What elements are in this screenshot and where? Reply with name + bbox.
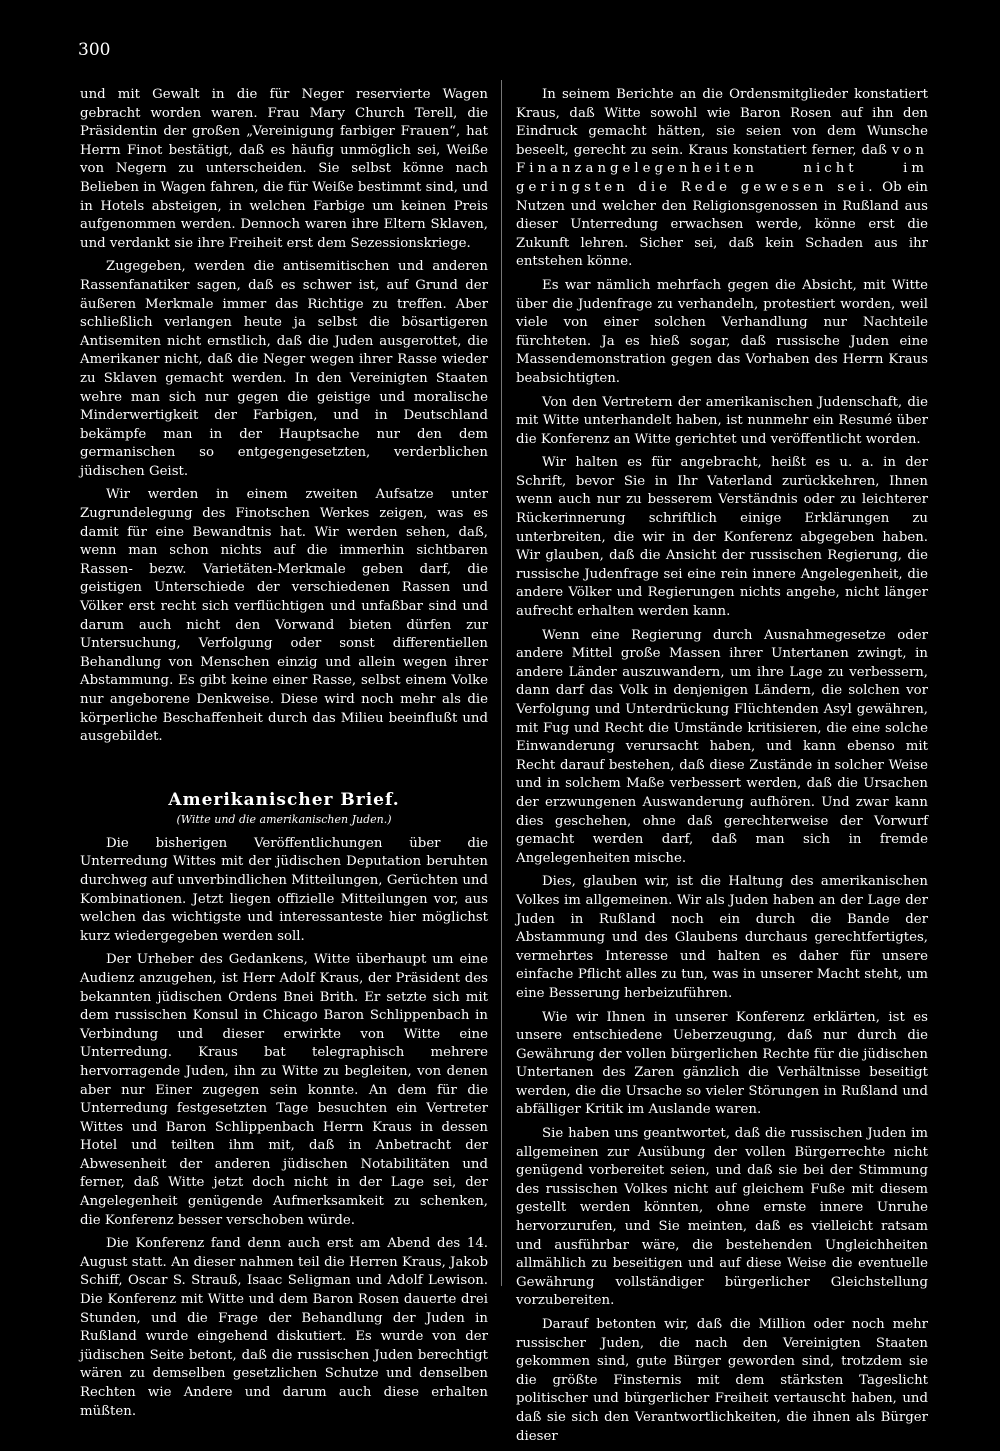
article-heading: Amerikanischer Brief. (168, 789, 400, 810)
paragraph: Wie wir Ihnen in unserer Konferenz erklärten, ist es unsere entschiedene Ueberzeugung, daß nur durch die Gewährung der vollen bürgerlichen Rechte für die jüdischen Untertanen des Zaren gänzlich die Verhältnisse beseitigt werden, die die Ursache so vieler Störungen in Rußland und abfälliger Kritik im Auslande waren. (516, 1009, 928, 1118)
paragraph: Der Urheber des Gedankens, Witte überhaupt um eine Audienz anzugehen, ist Herr Adolf Kraus, der Präsident des bekannten jüdischen Ordens Bnei Brith. Er setzte sich mit dem russischen Konsul in Chicago Baron Schlippenbach in Verbindung und dieser erwirkte von Witte eine Unterredung. Kraus bat telegraphisch mehrere hervorragende Juden, ihn zu Witte zu begleiten, von denen aber nur Einer zugegen sein konnte. An dem für die Unterredung festgesetzten Tage besuchten ein Vertreter Wittes und Baron Schlippenbach Herrn Kraus in dessen Hotel und teilten ihm mit, daß in Anbetracht der Abwesenheit der anderen jüdischen Notabilitäten und ferner, daß Witte jetzt doch nicht in der Lage sei, der Angelegenheit genügende Aufmerksamkeit zu schenken, die Konferenz besser verschoben würde. (80, 952, 488, 1228)
right-column (516, 86, 928, 1451)
paragraph: Darauf betonten wir, daß die Million oder noch mehr russischer Juden, die nach den Vereinigten Staaten gekommen sind, gute Bürger geworden sind, trotzdem sie die größte Finsternis mit dem stärksten Tageslicht politischer und bürgerlicher Freiheit vertauscht haben, und daß sie sich den Verantwortlichkeiten, die ihnen als Bürger dieser (516, 1317, 928, 1444)
text-run: In seinem Berichte an die Ordensmitglieder konstatiert Kraus, daß Witte sowohl wie Baron Rosen auf ihn den Eindruck gemacht hätten, sie seien von dem Wunsche beseelt, gerecht zu sein. Kraus konstatiert ferner, daß (516, 87, 928, 158)
paragraph (516, 86, 928, 272)
paragraph: und mit Gewalt in die für Neger reservierte Wagen gebracht worden waren. Frau Mary Church Terell, die Präsidentin der großen „Vereinigung farbiger Frauen“, hat Herrn Finot bestätigt, daß es häufig unmöglich sei, Weiße von Negern zu unterscheiden. Sie selbst könne nach Belieben in Wagen fahren, die für Weiße bestimmt sind, und in Hotels absteigen, in welchen Farbige um keinen Preis aufgenommen werden. Dennoch waren ihre Eltern Sklaven, und verdankt sie ihre Freiheit erst dem Sezessionskriege. (80, 87, 488, 251)
left-column (80, 86, 488, 1426)
paragraph: Zugegeben, werden die antisemitischen und anderen Rassenfanatiker sagen, daß es schwer ist, auf Grund der äußeren Merkmale immer das Richtige zu treffen. Aber schließlich verlangen heute ja selbst die bösartigeren Antisemiten nicht ernstlich, daß die Juden ausgerottet, die Amerikaner nicht, daß die Neger wegen ihrer Rasse wieder zu Sklaven gemacht werden. In den Vereinigten Staaten wehre man sich nur gegen die geistige und moralische Minderwertigkeit der Farbigen, und in Deutschland bekämpfe man in der Hauptsache nur den dem germanischen so entgegengesetzten, verderblichen jüdischen Geist. (80, 259, 488, 479)
paragraph: Die Konferenz fand denn auch erst am Abend des 14. August statt. An dieser nahmen teil die Herren Kraus, Jakob Schiff, Oscar S. Strauß, Isaac Seligman und Adolf Lewison. Die Konferenz mit Witte und dem Baron Rosen dauerte drei Stunden, und die Frage der Behandlung der Juden in Rußland wurde eingehend diskutiert. Es wurde von der jüdischen Seite betont, daß die russischen Juden berechtigt wären zu demselben gesetzlichen Schutze und denselben Rechten wie Andere und darum auch diese erhalten müßten. (80, 1236, 488, 1419)
column-divider (501, 80, 502, 1286)
paragraph: Es war nämlich mehrfach gegen die Absicht, mit Witte über die Judenfrage zu verhandeln, protestiert worden, weil viele von einer solchen Verhandlung nur Nachteile fürchteten. Ja es hieß sogar, daß russische Juden eine Massendemonstration gegen das Vorhaben des Herrn Kraus beabsichtigten. (516, 277, 928, 386)
paragraph: Wir werden in einem zweiten Aufsatze unter Zugrundelegung des Finotschen Werkes zeigen, was es damit für eine Bewandtnis hat. Wir werden sehen, daß, wenn man schon nichts auf die immerhin sichtbaren Rassen- bezw. Varietäten-Merkmale geben darf, die geistigen Unterschiede der verschiedenen Rassen und Völker erst recht sich verflüchtigen und unfaßbar sind und darum auch nicht den Vorwand bieten dürfen zur Untersuchung, Verfolgung oder sonst differentiellen Behandlung von Menschen einzig und allein wegen ihrer Abstammung. Es gibt keine einer Rasse, selbst einem Volke nur angeborene Denkweise. Diese wird noch mehr als die körperliche Beschaffenheit durch das Milieu beeinflußt und ausgebildet. (80, 487, 488, 745)
paragraph: Dies, glauben wir, ist die Haltung des amerikanischen Volkes im allgemeinen. Wir als Juden haben an der Lage der Juden in Rußland noch ein durch die Bande der Abstammung und des Glaubens durchaus gerechtfertigtes, vermehrtes Interesse und halten es daher für unsere einfache Pflicht alles zu tun, was in unserer Macht steht, um eine Besserung herbeizuführen. (516, 874, 928, 1001)
emphasized-text: von Finanzangelegenheiten nicht im geringsten die Rede gewesen sei. (516, 142, 928, 195)
paragraph: Von den Vertretern der amerikanischen Judenschaft, die mit Witte unterhandelt haben, ist nunmehr ein Resumé über die Konferenz an Witte gerichtet und veröffentlicht worden. (516, 394, 928, 447)
page-number: 300 (78, 40, 111, 60)
paragraph: Sie haben uns geantwortet, daß die russischen Juden im allgemeinen zur Ausübung der vollen Bürgerrechte nicht genügend vorbereitet seien, und daß sie bei der Stimmung des russischen Volkes nicht auf gleichem Fuße mit diesem gestellt werden könnten, ohne ernste innere Unruhe hervorzurufen, und Sie meinten, daß es vielleicht ratsam und ausführbar wäre, die bestehenden Ungleichheiten allmählich zu beseitigen und auf diese Weise die eventuelle Gewährung vollständiger bürgerlicher Gleichstellung vorzubereiten. (516, 1126, 928, 1309)
paragraph: Wenn eine Regierung durch Ausnahmegesetze oder andere Mittel große Massen ihrer Untertanen zwingt, in andere Länder auszuwandern, um ihre Lage zu verbessern, dann darf das Volk in denjenigen Ländern, die solchen vor Verfolgung und Unterdrückung Flüchtenden Asyl gewähren, mit Fug und Recht die Umstände kritisieren, die eine solche Einwanderung verursacht haben, und kann ebenso mit Recht darauf bestehen, daß diese Zustände in solcher Weise und in solchem Maße verbessert werden, daß die Ursachen der erzwungenen Auswanderung aufhören. Und zwar kann dies geschehen, ohne daß gerechterweise der Vorwurf gemacht werden darf, daß man sich in fremde Angelegenheiten mische. (516, 627, 928, 866)
paragraph: Die bisherigen Veröffentlichungen über die Unterredung Wittes mit der jüdischen Deputation beruhten durchweg auf unverbindlichen Mitteilungen, Gerüchten und Kombinationen. Jetzt liegen offizielle Mitteilungen vor, aus welchen das wichtigste und interessanteste hier möglichst kurz wiedergegeben werden soll. (80, 835, 488, 944)
article-subheading: (Witte und die amerikanischen Juden.) (176, 812, 392, 826)
paragraph: Wir halten es für angebracht, heißt es u. a. in der Schrift, bevor Sie in Ihr Vaterland zurückkehren, Ihnen wenn auch nur zu besserem Verständnis oder zu leichterer Rückerinnerung schriftlich einige Erklärungen zu unterbreiten, die wir in der Konferenz abgegeben haben. Wir glauben, daß die Ansicht der russischen Regierung, die russische Judenfrage sei eine rein innere Angelegenheit, die andere Völker und Regierungen nichts angehe, nicht länger aufrecht erhalten werden kann. (516, 455, 928, 620)
text-run: Ob ein Nutzen und welcher den Religionsgenossen in Rußland aus dieser Unterredung erwachsen werde, könne erst die Zukunft lehren. Sicher sei, daß kein Schaden aus ihr entstehen könne. (516, 179, 928, 270)
